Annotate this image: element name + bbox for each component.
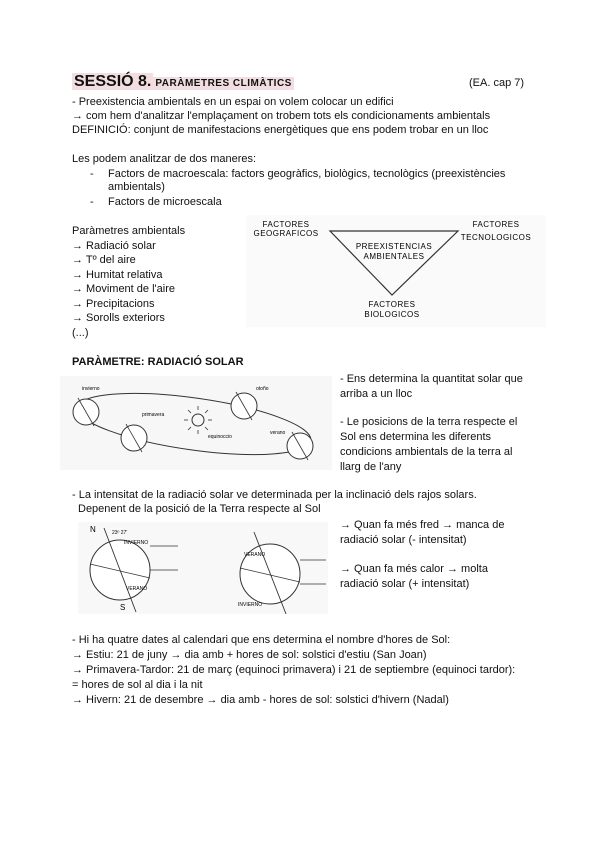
orbit-label: verano bbox=[270, 430, 286, 436]
analysis-item-1-line2: ambientals) bbox=[108, 181, 165, 193]
dates-line: - Hi ha quatre dates al calendari que ens determina el nombre d'hores de Sol: bbox=[72, 634, 451, 646]
dates-line: = hores de sol al dia i la nit bbox=[72, 679, 203, 691]
cold-note-line2: radiació solar (- intensitat) bbox=[340, 534, 467, 546]
radiation-note-2-line1: - Le posicions de la terra respecte el bbox=[340, 416, 518, 428]
analysis-dash-2: - bbox=[90, 196, 94, 208]
parameter-item: → Tº del aire bbox=[72, 254, 136, 266]
north-label: N bbox=[90, 525, 96, 534]
radiation-note-1-line1: - Ens determina la quantitat solar que bbox=[340, 373, 523, 385]
hot-note-line2: radiació solar (+ intensitat) bbox=[340, 578, 470, 590]
right-label-line2: TECNOLOGICOS bbox=[460, 233, 532, 242]
analysis-item-1-line1: Factors de macroescala: factors geogràfics, biològics, tecnològics (preexistències bbox=[108, 168, 506, 180]
radiation-note-2-line3: condicions ambientals de la terra al bbox=[340, 446, 513, 458]
radiation-note-1-line2: arriba a un lloc bbox=[340, 388, 413, 400]
hot-note-line1: → Quan fa més calor → molta bbox=[340, 563, 488, 575]
orbit-label: otoño bbox=[256, 386, 269, 392]
parameter-item: → Moviment de l'aire bbox=[72, 283, 175, 295]
analysis-item-2: Factors de microescala bbox=[108, 196, 222, 208]
globe-inclination-diagram bbox=[78, 522, 328, 614]
orbit-label: invierno bbox=[82, 386, 100, 392]
center-label-line1: PREEXISTENCIAS bbox=[355, 242, 433, 251]
analysis-dash-1: - bbox=[90, 168, 94, 180]
intensity-line-2: Depenent de la posició de la Terra respecte al Sol bbox=[78, 503, 321, 515]
parameter-item: → Humitat relativa bbox=[72, 269, 163, 281]
earth-orbit-diagram bbox=[60, 376, 332, 470]
center-label-line2: AMBIENTALES bbox=[363, 252, 425, 261]
bottom-label-line2: BIOLOGICOS bbox=[364, 310, 420, 319]
dates-line: → Hivern: 21 de desembre → dia amb - hores de sol: solstici d'hivern (Nadal) bbox=[72, 694, 449, 706]
radiation-heading: PARÀMETRE: RADIACIÓ SOLAR bbox=[72, 356, 244, 368]
preexistences-triangle-diagram bbox=[246, 215, 546, 327]
summer-label: VERANO bbox=[126, 586, 148, 592]
right-label-line1: FACTORES bbox=[472, 220, 520, 229]
angle-label: 23º 27' bbox=[112, 530, 128, 536]
parameters-heading: Paràmetres ambientals bbox=[72, 225, 186, 237]
intro-line-2: → com hem d'analitzar l'emplaçament on trobem tots els condicionaments ambientals bbox=[72, 110, 491, 122]
left-label-line1: FACTORES bbox=[262, 220, 310, 229]
dates-line: → Estiu: 21 de juny → dia amb + hores de sol: solstici d'estiu (San Joan) bbox=[72, 649, 427, 661]
orbit-label: equinoccio bbox=[208, 434, 232, 440]
parameter-item: → Radiació solar bbox=[72, 240, 156, 252]
intensity-line-1: - La intensitat de la radiació solar ve determinada per la inclinació dels rajos solars. bbox=[72, 489, 477, 501]
parameter-item: (...) bbox=[72, 327, 89, 339]
bottom-label-line1: FACTORES bbox=[368, 300, 416, 309]
left-label-line2: GEOGRAFICOS bbox=[253, 229, 319, 238]
winter-label: INVIERNO bbox=[238, 602, 263, 608]
cold-note-line1: → Quan fa més fred → manca de bbox=[340, 519, 505, 531]
intro-line-1: - Preexistencia ambientals en un espai on volem colocar un edifici bbox=[72, 96, 394, 108]
dates-line: → Primavera-Tardor: 21 de març (equinoci primavera) i 21 de septiembre (equinoci tardor): bbox=[72, 664, 516, 676]
radiation-note-2-line2: Sol ens determina les diferents bbox=[340, 431, 492, 443]
parameter-item: → Precipitacions bbox=[72, 298, 155, 310]
page-title bbox=[72, 73, 294, 91]
chapter-reference: (EA. cap 7) bbox=[469, 77, 525, 89]
analysis-lead: Les podem analitzar de dos maneres: bbox=[72, 153, 257, 165]
orbit-label: primavera bbox=[142, 412, 165, 418]
session-topic: PARÀMETRES CLIMÀTICS bbox=[155, 78, 292, 89]
parameter-item: → Sorolls exteriors bbox=[72, 312, 165, 324]
radiation-note-2-line4: llarg de l'any bbox=[340, 461, 402, 473]
winter-label: INVIERNO bbox=[124, 540, 149, 546]
definition-line: DEFINICIÓ: conjunt de manifestacions energètiques que ens podem trobar en un lloc bbox=[72, 124, 489, 136]
session-number: SESSIÓ 8. bbox=[74, 73, 152, 90]
south-label: S bbox=[120, 603, 126, 612]
summer-label: VERANO bbox=[244, 552, 266, 558]
